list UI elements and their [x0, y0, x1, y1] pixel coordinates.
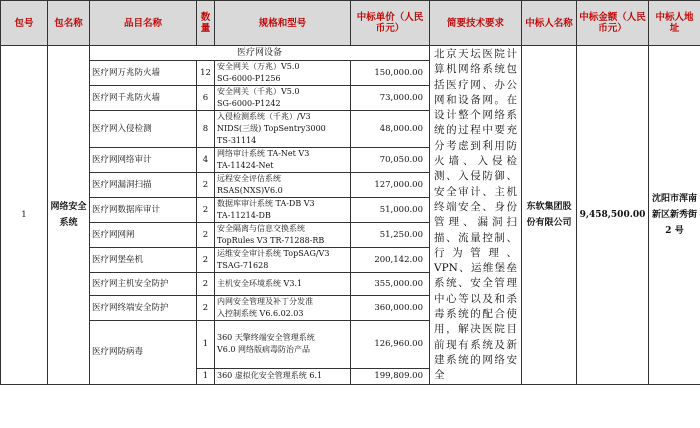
header-winner: 中标人名称 — [522, 1, 577, 46]
header-pkg-name: 包名称 — [48, 1, 90, 46]
item-unit-price: 73,000.00 — [351, 86, 430, 111]
item-qty: 1 — [197, 368, 215, 384]
item-spec: 安全隔离与信息交换系统 TopRules V3 TR-71288-RB — [215, 223, 351, 248]
tech-requirements: 北京天坛医院计算机网络系统包括医疗网、办公网和设备网。在设计整个网络系统的过程中要充分考虑到利用防火墙、入侵检测、入侵防御、安全审计、主机终端安全、身份管理、漏洞扫描、流量控制、行为管理、VPN、运维堡垒系统、安全管理中心等以及和杀毒系统的配合使用，解决医院目前现有系统及新建系统的网络安全 — [430, 46, 522, 385]
section-row — [1, 46, 700, 61]
package-name: 网络安全系统 — [48, 46, 90, 385]
item-qty: 1 — [197, 321, 215, 369]
item-spec: 安全网关（千兆）V5.0 SG-6000-P1242 — [215, 86, 351, 111]
item-name: 医疗网网络审计 — [90, 148, 197, 173]
item-unit-price: 70,050.00 — [351, 148, 430, 173]
item-name: 医疗网终端安全防护 — [90, 296, 197, 321]
header-address: 中标人地址 — [649, 1, 700, 46]
item-unit-price: 127,000.00 — [351, 173, 430, 198]
item-qty: 8 — [197, 111, 215, 148]
item-spec: 网络审计系统 TA-Net V3 TA-11424-Net — [215, 148, 351, 173]
header-item-name: 品目名称 — [90, 1, 197, 46]
header-tech: 简要技术要求 — [430, 1, 522, 46]
item-qty: 2 — [197, 273, 215, 296]
item-name: 医疗网防病毒 — [90, 321, 197, 385]
item-spec: 主机安全环境系统 V3.1 — [215, 273, 351, 296]
item-unit-price: 199,809.00 — [351, 368, 430, 384]
item-spec: 360 天擎终端安全管理系统 V6.0 网络版病毒防治产品 — [215, 321, 351, 369]
package-no: 1 — [1, 46, 48, 385]
item-spec: 数据库审计系统 TA-DB V3 TA-11214-DB — [215, 198, 351, 223]
item-unit-price: 360,000.00 — [351, 296, 430, 321]
section-title: 医疗网设备 — [90, 46, 430, 61]
item-spec: 360 虚拟化安全管理系统 6.1 — [215, 368, 351, 384]
item-qty: 6 — [197, 86, 215, 111]
item-unit-price: 150,000.00 — [351, 61, 430, 86]
item-spec: 运维安全审计系统 TopSAG/V3 TSAG-71628 — [215, 248, 351, 273]
item-name: 医疗网网闸 — [90, 223, 197, 248]
item-unit-price: 48,000.00 — [351, 111, 430, 148]
winner-name: 东软集团股份有限公司 — [522, 46, 577, 385]
header-spec: 规格和型号 — [215, 1, 351, 46]
item-name: 医疗网入侵检测 — [90, 111, 197, 148]
header-qty: 数量 — [197, 1, 215, 46]
winner-address: 沈阳市浑南新区新秀街 2 号 — [649, 46, 700, 385]
item-spec: 安全网关（万兆）V5.0 SG-6000-P1256 — [215, 61, 351, 86]
item-name: 医疗网千兆防火墙 — [90, 86, 197, 111]
item-qty: 12 — [197, 61, 215, 86]
item-name: 医疗网堡垒机 — [90, 248, 197, 273]
item-unit-price: 200,142.00 — [351, 248, 430, 273]
total-amount: 9,458,500.00 — [577, 46, 649, 385]
item-qty: 2 — [197, 173, 215, 198]
item-spec: 入侵检测系统（千兆）/V3 NIDS(三级) TopSentry3000 TS-31114 — [215, 111, 351, 148]
item-unit-price: 126,960.00 — [351, 321, 430, 369]
header-unit-price: 中标单价（人民币元） — [351, 1, 430, 46]
item-unit-price: 51,250.00 — [351, 223, 430, 248]
item-name: 医疗网数据库审计 — [90, 198, 197, 223]
item-qty: 2 — [197, 296, 215, 321]
item-spec: 远程安全评估系统 RSAS(NXS)V6.0 — [215, 173, 351, 198]
item-qty: 2 — [197, 198, 215, 223]
item-qty: 4 — [197, 148, 215, 173]
item-qty: 2 — [197, 248, 215, 273]
header-row — [1, 1, 700, 46]
item-qty: 2 — [197, 223, 215, 248]
item-unit-price: 51,000.00 — [351, 198, 430, 223]
header-pkg-no: 包号 — [1, 1, 48, 46]
item-unit-price: 355,000.00 — [351, 273, 430, 296]
header-total: 中标金额（人民币元） — [577, 1, 649, 46]
item-spec: 内网安全管理及补丁分发准 入控制系统 V6.6.02.03 — [215, 296, 351, 321]
item-name: 医疗网万兆防火墙 — [90, 61, 197, 86]
item-name: 医疗网漏洞扫描 — [90, 173, 197, 198]
item-name: 医疗网主机安全防护 — [90, 273, 197, 296]
